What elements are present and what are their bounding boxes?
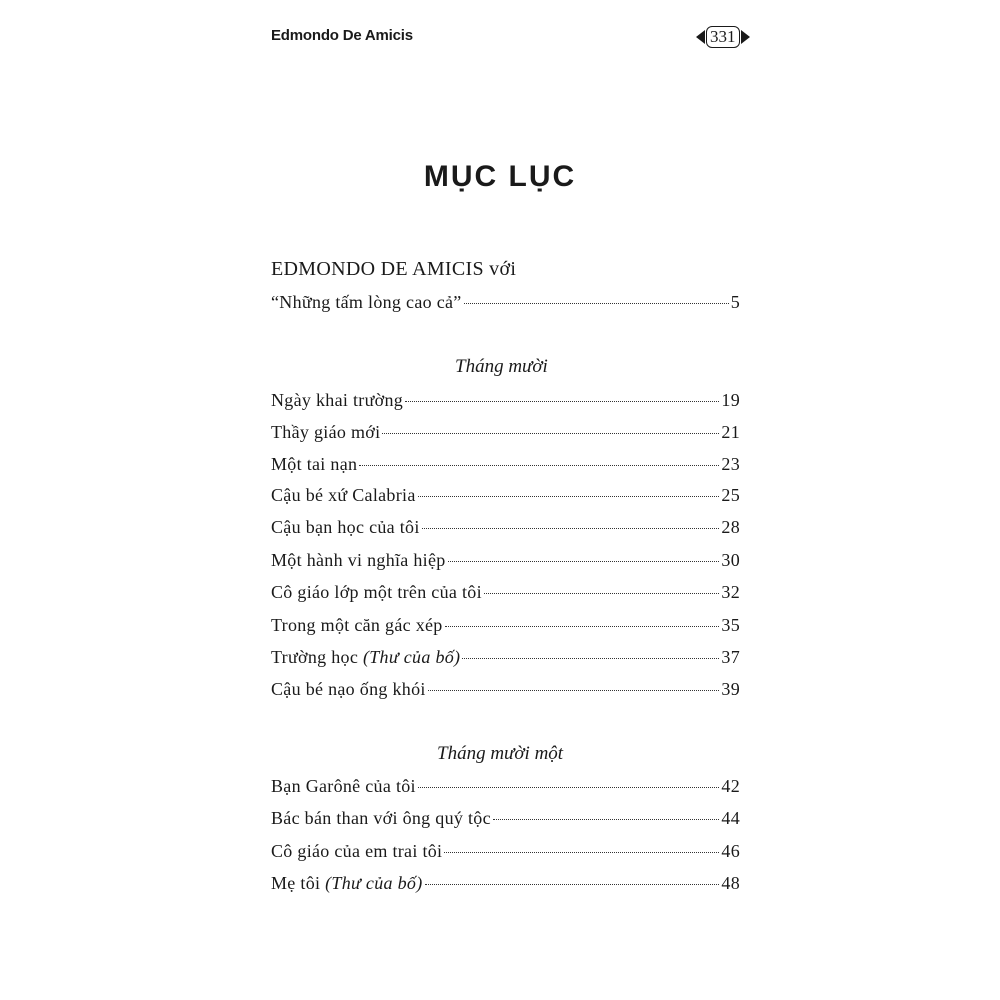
dot-leader xyxy=(448,561,720,562)
dot-leader xyxy=(462,658,719,659)
toc-entry[interactable] xyxy=(271,647,740,668)
toc-entry[interactable] xyxy=(271,485,740,506)
toc-entry-title xyxy=(271,873,423,894)
toc-entry-title-text: Mẹ tôi xyxy=(271,873,321,893)
toc-entry-title xyxy=(271,647,460,668)
toc-entry-page: 46 xyxy=(721,841,740,861)
dot-leader xyxy=(425,884,720,885)
toc-entry[interactable] xyxy=(271,873,740,894)
page-title: MỤC LỤC xyxy=(423,160,577,193)
toc-entry[interactable] xyxy=(271,454,740,475)
toc-entry-title: Bạn Garônê của tôi xyxy=(271,776,416,796)
dot-leader xyxy=(484,593,720,594)
section-title-thang-muoi-mot: Tháng mười một xyxy=(437,743,564,764)
dot-leader xyxy=(444,852,719,853)
section-title-thang-muoi: Tháng mười xyxy=(455,356,548,377)
dot-leader xyxy=(464,303,729,304)
toc-entry-note: (Thư của bố) xyxy=(362,647,461,667)
toc-entry-title: Trong một căn gác xép xyxy=(271,615,443,635)
dot-leader xyxy=(359,465,719,466)
toc-entry[interactable] xyxy=(271,776,740,797)
running-head: Edmondo De Amicis xyxy=(271,27,413,44)
toc-entry-page: 5 xyxy=(730,292,740,312)
toc-entry-title: Ngày khai trường xyxy=(271,390,404,410)
toc-entry-page: 37 xyxy=(721,647,740,667)
toc-entry-title: “Những tấm lòng cao cả” xyxy=(271,292,462,312)
toc-entry-page: 42 xyxy=(721,776,740,796)
page-number xyxy=(696,24,750,50)
toc-entry-page: 23 xyxy=(721,454,740,474)
dot-leader xyxy=(493,819,720,820)
toc-entry-page: 28 xyxy=(721,517,740,537)
toc-entry-intro[interactable] xyxy=(271,292,740,313)
dot-leader xyxy=(418,787,720,788)
toc-entry[interactable] xyxy=(271,841,740,862)
toc-entry-title-text: Trường học xyxy=(271,647,359,667)
toc-entry-title: Cô giáo của em trai tôi xyxy=(271,841,443,861)
toc-entry-page: 44 xyxy=(721,808,740,828)
page-number-box: 331 xyxy=(706,26,740,48)
toc-entry-page: 25 xyxy=(721,485,740,505)
right-arrow-icon xyxy=(741,30,750,44)
toc-entry[interactable] xyxy=(271,517,740,538)
dot-leader xyxy=(405,401,719,402)
toc-entry-page: 19 xyxy=(721,390,740,410)
intro-heading: EDMONDO DE AMICIS với xyxy=(271,258,517,280)
dot-leader xyxy=(418,496,720,497)
toc-entry-page: 30 xyxy=(721,550,740,570)
toc-entry-title: Thầy giáo mới xyxy=(271,422,381,442)
toc-entry[interactable] xyxy=(271,390,740,411)
toc-entry-title: Cô giáo lớp một trên của tôi xyxy=(271,582,482,602)
toc-entry-title: Một tai nạn xyxy=(271,454,358,474)
toc-entry[interactable] xyxy=(271,808,740,829)
dot-leader xyxy=(382,433,719,434)
toc-entry[interactable] xyxy=(271,582,740,603)
toc-entry[interactable] xyxy=(271,550,740,571)
dot-leader xyxy=(422,528,720,529)
toc-entry-title: Cậu bé nạo ống khói xyxy=(271,679,426,699)
toc-entry-title: Cậu bé xứ Calabria xyxy=(271,485,416,505)
toc-entry-page: 39 xyxy=(721,679,740,699)
toc-entry-page: 35 xyxy=(721,615,740,635)
toc-entry-title: Cậu bạn học của tôi xyxy=(271,517,420,537)
toc-entry-page: 21 xyxy=(721,422,740,442)
toc-entry[interactable] xyxy=(271,679,740,700)
toc-entry-note: (Thư của bố) xyxy=(325,873,423,893)
toc-entry[interactable] xyxy=(271,422,740,443)
dot-leader xyxy=(445,626,720,627)
left-arrow-icon xyxy=(696,30,705,44)
toc-entry[interactable] xyxy=(271,615,740,636)
dot-leader xyxy=(428,690,720,691)
toc-entry-page: 48 xyxy=(721,873,740,893)
toc-entry-title: Bác bán than với ông quý tộc xyxy=(271,808,491,828)
toc-entry-title: Một hành vi nghĩa hiệp xyxy=(271,550,446,570)
toc-entry-page: 32 xyxy=(721,582,740,602)
